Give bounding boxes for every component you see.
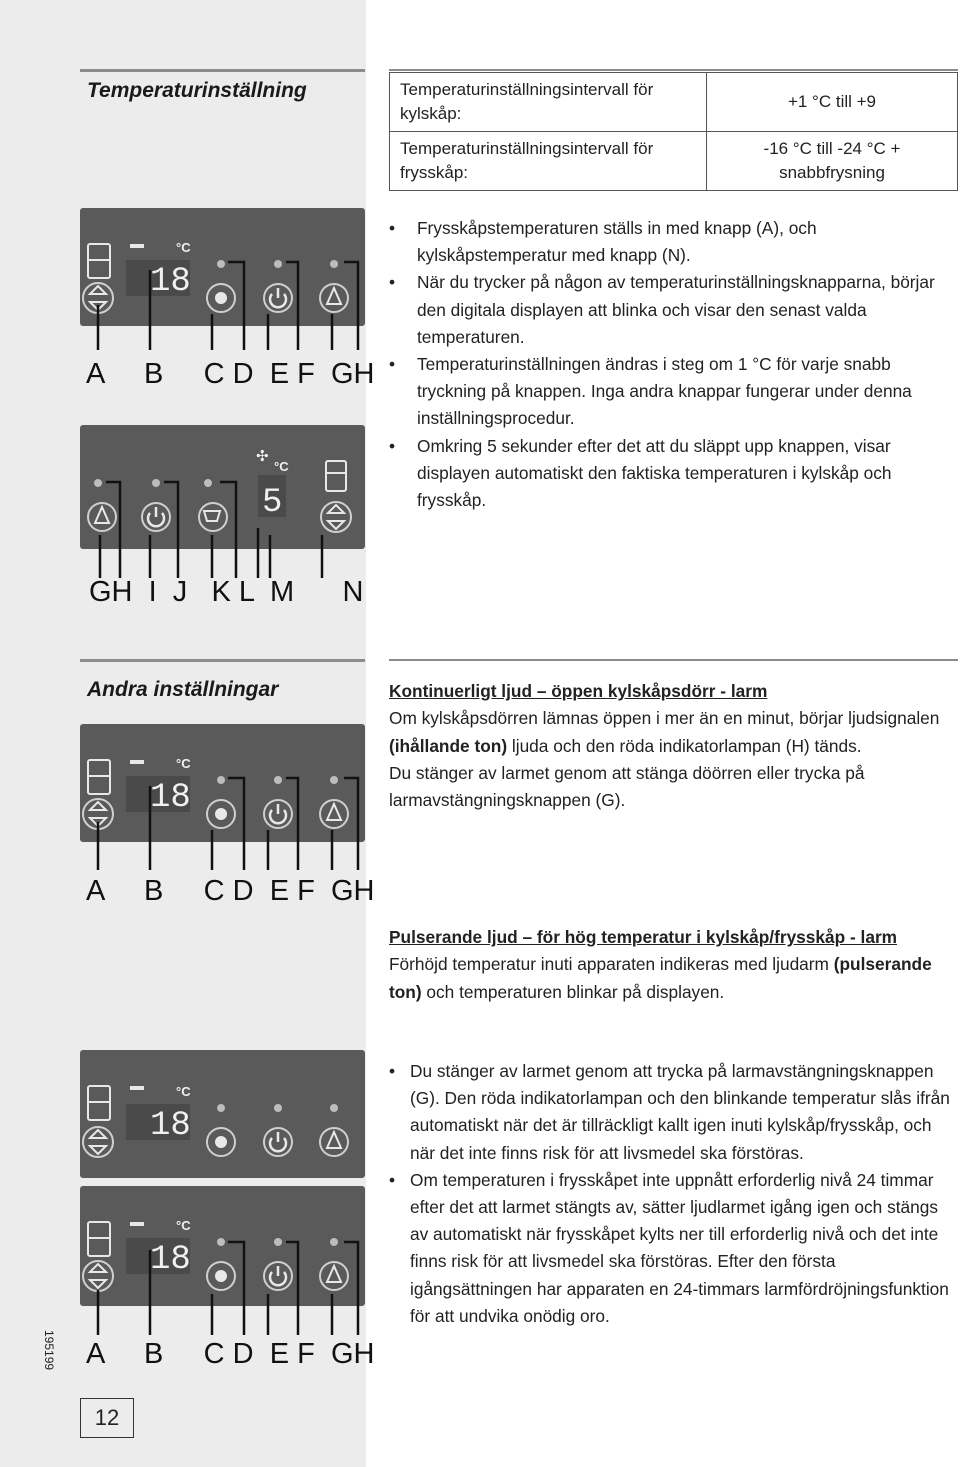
button-letter-labels: A B C D E F GH — [86, 1338, 375, 1370]
svg-text:°C: °C — [176, 1218, 191, 1233]
list-item: • Temperaturinställningen ändras i steg om 1 °C för varje snabb tryckning på knappen. Inga andra knappar fungerar under denna inställningsprocedur. — [389, 351, 959, 433]
svg-text:18: 18 — [150, 1241, 191, 1279]
svg-text:18: 18 — [150, 779, 191, 817]
svg-text:18: 18 — [150, 1107, 191, 1145]
display-readout: 5 — [262, 484, 283, 522]
button-letter-labels: GH I J K L M N — [89, 576, 364, 608]
unit-label: °C — [176, 240, 191, 255]
svg-text:°C: °C — [176, 1084, 191, 1099]
bullet-list — [389, 1058, 959, 1330]
table-cell-label: Temperaturinställningsintervall för frysskåp: — [390, 132, 707, 191]
bullet-list — [389, 215, 959, 514]
document-id: 195199 — [42, 1330, 56, 1371]
list-item: • Frysskåpstemperaturen ställs in med knapp (A), och kylskåpstemperatur med knapp (N). — [389, 215, 959, 269]
button-letter-labels: A B C D E F GH — [86, 358, 375, 390]
section-rule — [389, 659, 958, 661]
table-cell-label: Temperaturinställningsintervall för kylskåp: — [390, 73, 707, 132]
list-item: • När du trycker på någon av temperaturinställningsknapparna, börjar den digitala displayen att blinka och visar den senast valda temperaturen. — [389, 269, 959, 351]
table-row — [390, 73, 958, 132]
paragraph-heading: Kontinuerligt ljud – öppen kylskåpsdörr - larm — [389, 681, 768, 701]
list-item: • Omkring 5 sekunder efter det att du släppt upp knappen, visar displayen automatiskt den faktiska temperaturen i kylskåp och frysskåp. — [389, 433, 959, 515]
alarm-open-door-paragraph: Kontinuerligt ljud – öppen kylskåpsdörr - larm Om kylskåpsdörren lämnas öppen i mer än en minut, börjar ljudsignalen (ihållande ton) ljuda och den röda indikatorlampan (H) tänds. Du stänger av larmet genom att stänga döörren eller trycka på larmavstängningsknappen (G). — [389, 678, 959, 814]
list-item: • Om temperaturen i frysskåpet inte uppnått erforderlig nivå 24 timmar efter det att larmet stängts av, sätter ljudlarmet igång igen och stängs av automatiskt när frysskåpet kylts ner till erforderlig nivå och det inte finns risk för att livsmedel ska förstöras. Efter den första igångsättningen har apparaten en 24-timmars larmfördröjningsfunktion för att undvika onödig oro. — [389, 1167, 959, 1330]
unit-label: °C — [274, 459, 289, 474]
fan-icon: ✣ — [256, 448, 269, 465]
list-item: • Du stänger av larmet genom att trycka på larmavstängningsknappen (G). Den röda indikatorlampan och den blinkande temperatur slås ifrån automatiskt när det är tillräckligt kallt igen inuti kylskåp/frysskåp, och när det inte finns risk för att livsmedel ska förstöras. — [389, 1058, 959, 1167]
temperature-range-table — [389, 72, 958, 191]
page-number: 12 — [80, 1398, 134, 1438]
section-rule — [389, 69, 958, 71]
table-cell-value: +1 °C till +9 — [707, 73, 958, 132]
alarm-high-temperature-paragraph: Pulserande ljud – för hög temperatur i kylskåp/frysskåp - larm Förhöjd temperatur inuti apparaten indikeras med ljudarm (pulserande ton) och temperaturen blinkar på displayen. — [389, 924, 959, 1006]
table-cell-value: -16 °C till -24 °C + snabbfrysning — [707, 132, 958, 191]
paragraph-heading: Pulserande ljud – för hög temperatur i kylskåp/frysskåp - larm — [389, 927, 898, 947]
button-letter-labels: A B C D E F GH — [86, 875, 375, 907]
svg-text:°C: °C — [176, 756, 191, 771]
table-row — [390, 132, 958, 191]
section-title: Andra inställningar — [87, 678, 279, 701]
section-title: Temperaturinställning — [87, 79, 307, 102]
display-readout: 18 — [150, 263, 191, 301]
callout-lines — [0, 0, 366, 1467]
